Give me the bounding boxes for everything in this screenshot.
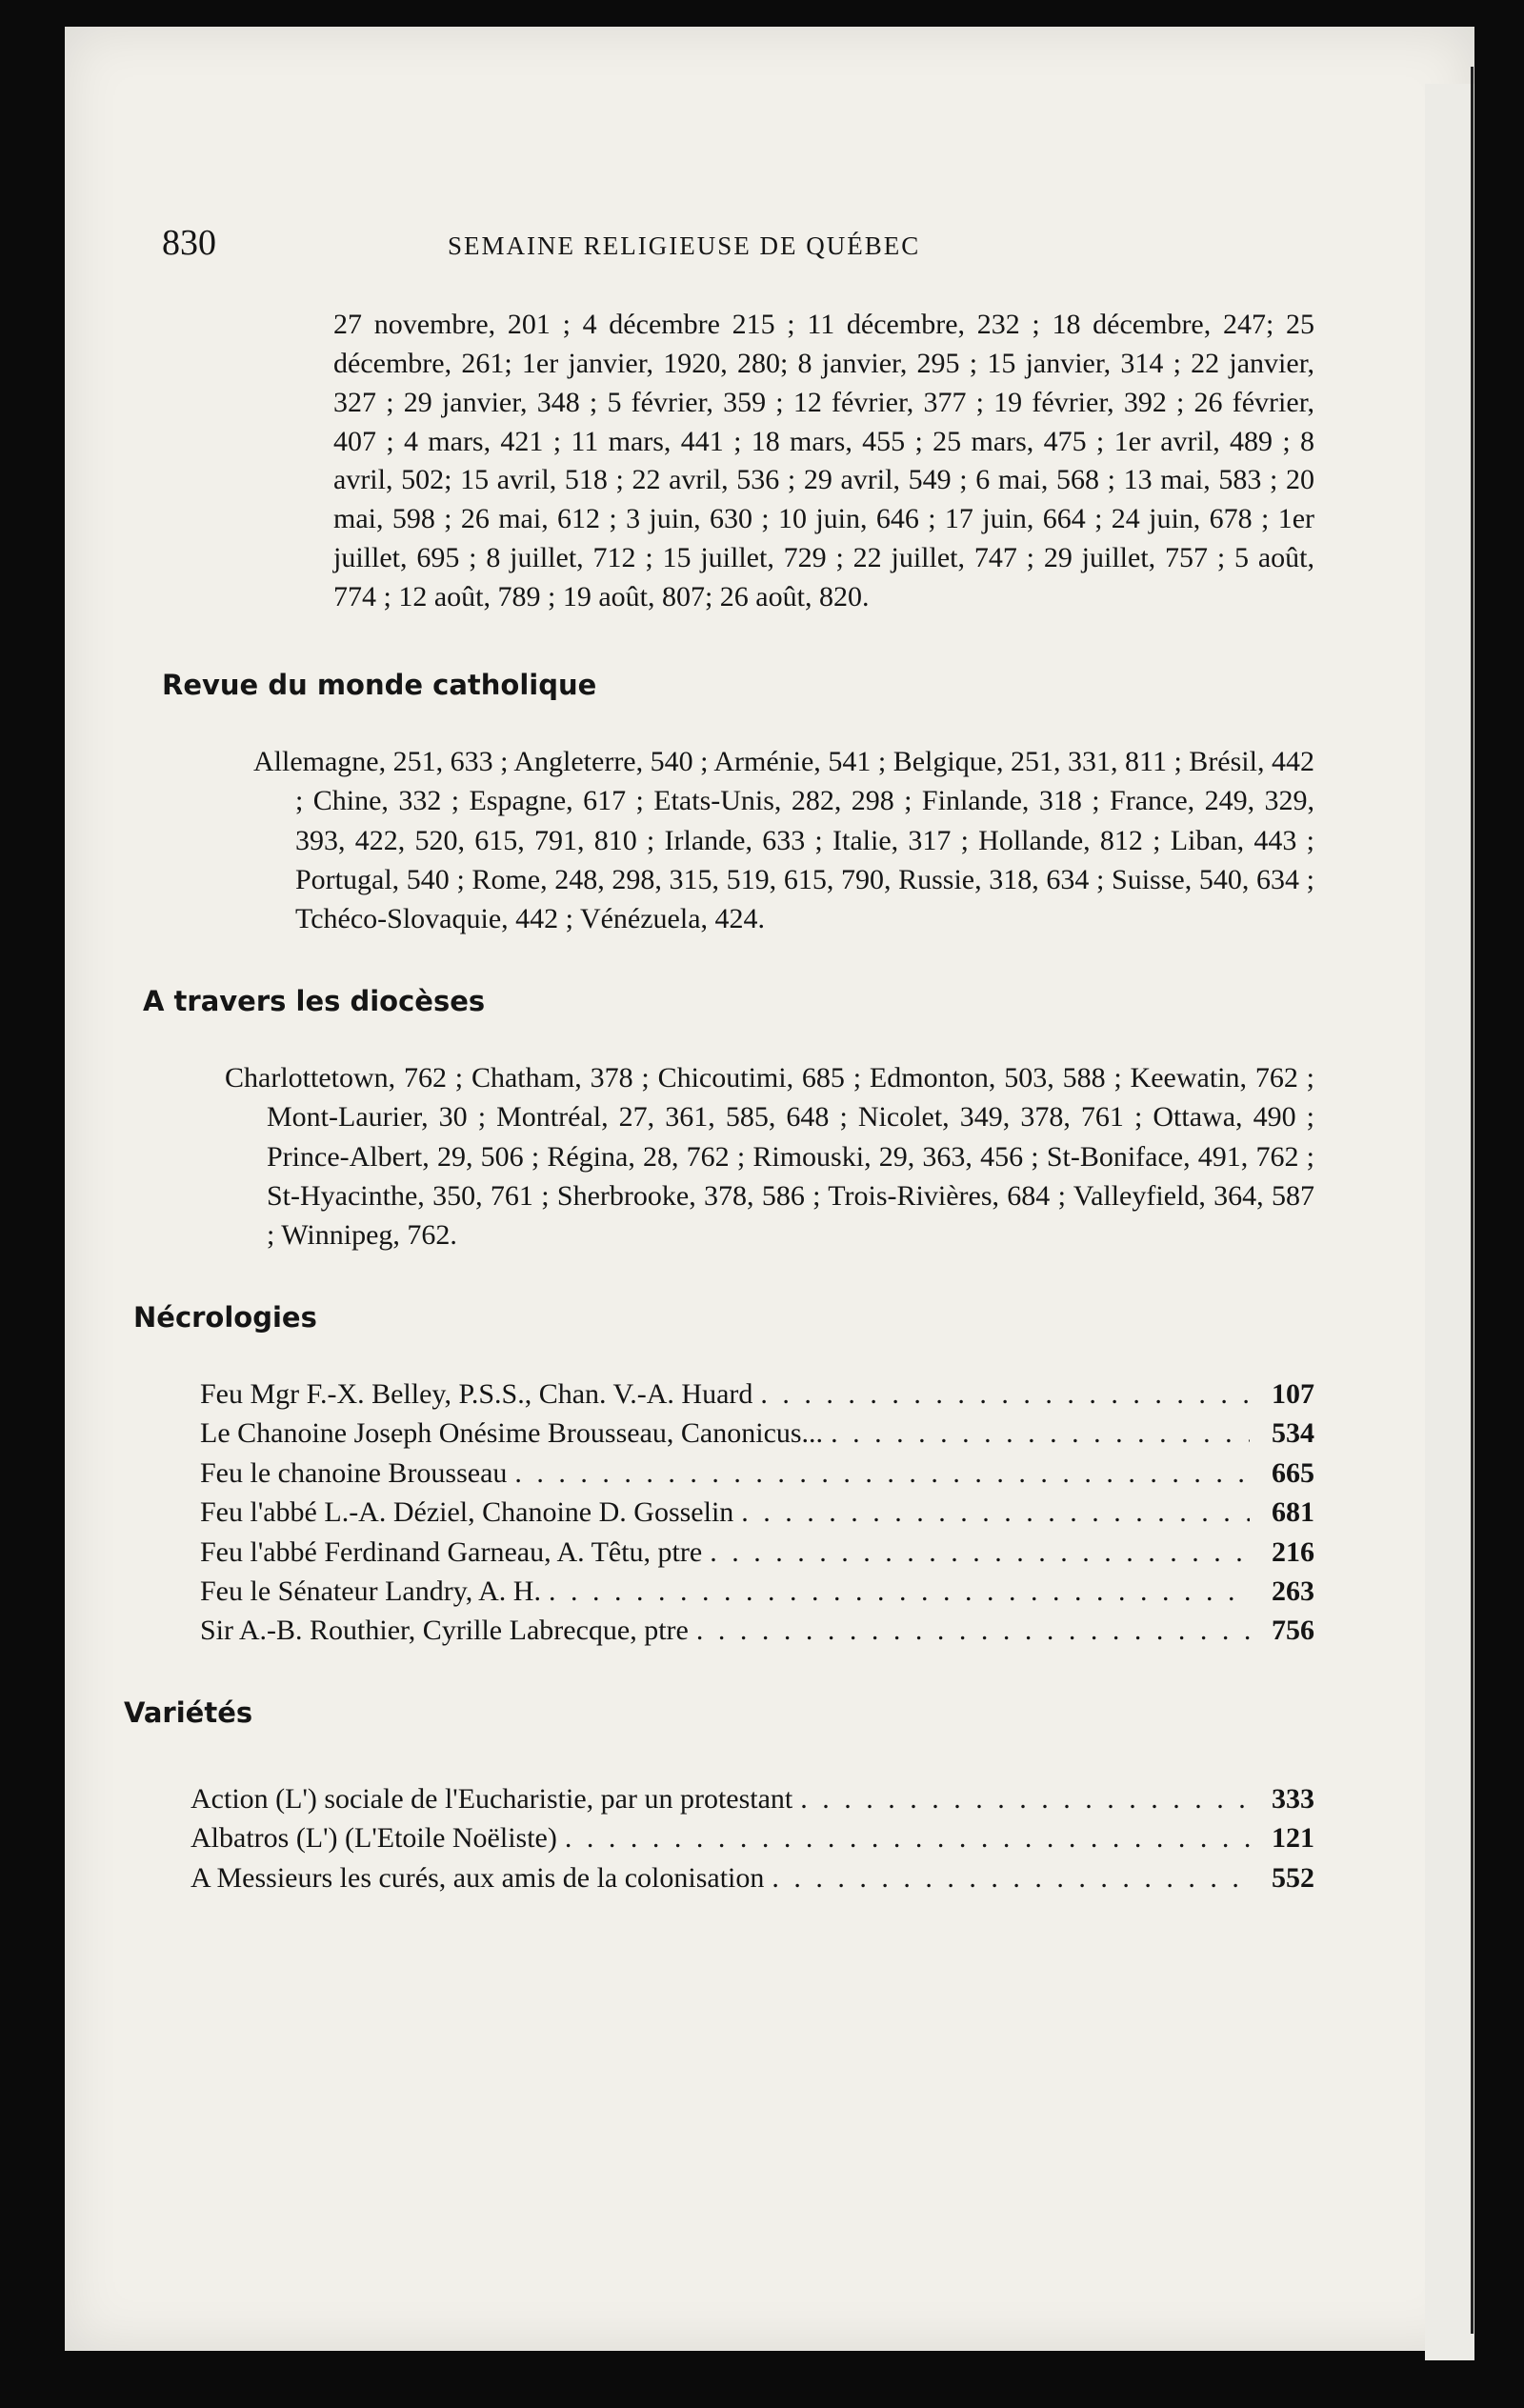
entry-title: Feu le Sénateur Landry, A. H. bbox=[200, 1575, 541, 1607]
section-heading-dioceses: A travers les diocèses bbox=[143, 984, 486, 1017]
list-item bbox=[200, 1611, 1314, 1650]
necrologies-list bbox=[162, 1375, 1314, 1651]
running-title: SEMAINE RELIGIEUSE DE QUÉBEC bbox=[448, 231, 921, 260]
list-item bbox=[200, 1493, 1314, 1532]
dot-leader bbox=[549, 1572, 1250, 1611]
section-heading-revue: Revue du monde catholique bbox=[162, 668, 597, 701]
entry-title: Action (L') sociale de l'Eucharistie, par un protestant bbox=[190, 1782, 793, 1815]
section-heading-necrologies: Nécrologies bbox=[133, 1300, 317, 1334]
entry-title: A Messieurs les curés, aux amis de la colonisation bbox=[190, 1861, 765, 1894]
entry-title: Feu le chanoine Brousseau bbox=[200, 1456, 508, 1489]
list-item bbox=[200, 1414, 1314, 1453]
entry-page: 121 bbox=[1272, 1822, 1314, 1855]
adjacent-page-edge bbox=[1425, 84, 1474, 2360]
entry-title: Feu l'abbé L.-A. Déziel, Chanoine D. Gosselin bbox=[200, 1496, 734, 1529]
continuation-paragraph: 27 novembre, 201 ; 4 décembre 215 ; 11 décembre, 232 ; 18 décembre, 247; 25 décembre, 261; 1er janvier, 1920, 280; 8 janvier, 295 ; 15 janvier, 314 ; 22 janvier, 327 ; 29 janvier, 348 ; 5 février, 359 ; 12 février, 377 ; 19 février, 392 ; 26 février, 407 ; 4 mars, 421 ; 11 mars, 441 ; 18 mars, 455 ; 25 mars, 475 ; 1er avril, 489 ; 8 avril, 502; 15 avril, 518 ; 22 avril, 536 ; 29 avril, 549 ; 6 mai, 568 ; 13 mai, 583 ; 20 mai, 598 ; 26 mai, 612 ; 3 juin, 630 ; 10 juin, 646 ; 17 juin, 664 ; 24 juin, 678 ; 1er juillet, 695 ; 8 juillet, 712 ; 15 juillet, 729 ; 22 juillet, 747 ; 29 juillet, 757 ; 5 août, 774 ; 12 août, 789 ; 19 août, 807; 26 août, 820. bbox=[333, 309, 1314, 612]
entry-title: Feu Mgr F.-X. Belley, P.S.S., Chan. V.-A. Huard bbox=[200, 1378, 753, 1410]
list-item bbox=[200, 1375, 1314, 1414]
entry-title: Sir A.-B. Routhier, Cyrille Labrecque, ptre bbox=[200, 1615, 689, 1647]
dot-leader bbox=[831, 1414, 1250, 1453]
entry-page: 333 bbox=[1272, 1782, 1314, 1815]
list-item bbox=[190, 1818, 1314, 1857]
page-header bbox=[162, 219, 1314, 268]
dot-leader bbox=[710, 1533, 1250, 1572]
entry-title: Le Chanoine Joseph Onésime Brousseau, Canonicus... bbox=[200, 1417, 824, 1450]
entry-page: 216 bbox=[1272, 1535, 1314, 1568]
entry-page: 681 bbox=[1272, 1496, 1314, 1529]
dot-leader bbox=[772, 1858, 1250, 1897]
dot-leader bbox=[760, 1375, 1250, 1414]
dioceses-paragraph: Charlottetown, 762 ; Chatham, 378 ; Chicoutimi, 685 ; Edmonton, 503, 588 ; Keewatin, 762 ; Mont-Laurier, 30 ; Montréal, 27, 361, 585, 648 ; Nicolet, 349, 378, 761 ; Ottawa, 490 ; Prince-Albert, 29, 506 ; Régina, 28, 762 ; Rimouski, 29, 363, 456 ; St-Boniface, 491, 762 ; St-Hyacinthe, 350, 761 ; Sherbrooke, 378, 586 ; Trois-Rivières, 684 ; Valleyfield, 364, 587 ; Winnipeg, 762. bbox=[225, 1061, 1314, 1252]
dot-leader bbox=[741, 1493, 1250, 1532]
list-item bbox=[200, 1533, 1314, 1572]
dot-leader bbox=[696, 1611, 1250, 1650]
entry-page: 665 bbox=[1272, 1456, 1314, 1489]
varietes-list bbox=[162, 1779, 1314, 1897]
list-item bbox=[190, 1858, 1314, 1897]
entry-page: 552 bbox=[1272, 1861, 1314, 1894]
entry-page: 107 bbox=[1272, 1378, 1314, 1410]
page-gutter-line bbox=[1471, 67, 1474, 2334]
list-item bbox=[200, 1454, 1314, 1493]
list-item bbox=[190, 1779, 1314, 1818]
entry-title: Feu l'abbé Ferdinand Garneau, A. Têtu, ptre bbox=[200, 1535, 703, 1568]
dot-leader bbox=[514, 1454, 1250, 1493]
entry-page: 263 bbox=[1272, 1575, 1314, 1607]
entry-page: 534 bbox=[1272, 1417, 1314, 1450]
page-content bbox=[124, 219, 1314, 1897]
entry-title: Albatros (L') (L'Etoile Noëliste) bbox=[190, 1822, 557, 1855]
dot-leader bbox=[800, 1779, 1250, 1818]
revue-paragraph: Allemagne, 251, 633 ; Angleterre, 540 ; Arménie, 541 ; Belgique, 251, 331, 811 ; Brésil, 442 ; Chine, 332 ; Espagne, 617 ; Etats-Unis, 282, 298 ; Finlande, 318 ; France, 249, 329, 393, 422, 520, 615, 791, 810 ; Irlande, 633 ; Italie, 317 ; Hollande, 812 ; Liban, 443 ; Portugal, 540 ; Rome, 248, 298, 315, 519, 615, 790, Russie, 318, 634 ; Suisse, 540, 634 ; Tchéco-Slovaquie, 442 ; Vénézuela, 424. bbox=[253, 745, 1314, 935]
page-number: 830 bbox=[162, 223, 216, 263]
dot-leader bbox=[565, 1818, 1250, 1857]
list-item bbox=[200, 1572, 1314, 1611]
section-heading-varietes: Variétés bbox=[124, 1696, 253, 1729]
entry-page: 756 bbox=[1272, 1615, 1314, 1647]
